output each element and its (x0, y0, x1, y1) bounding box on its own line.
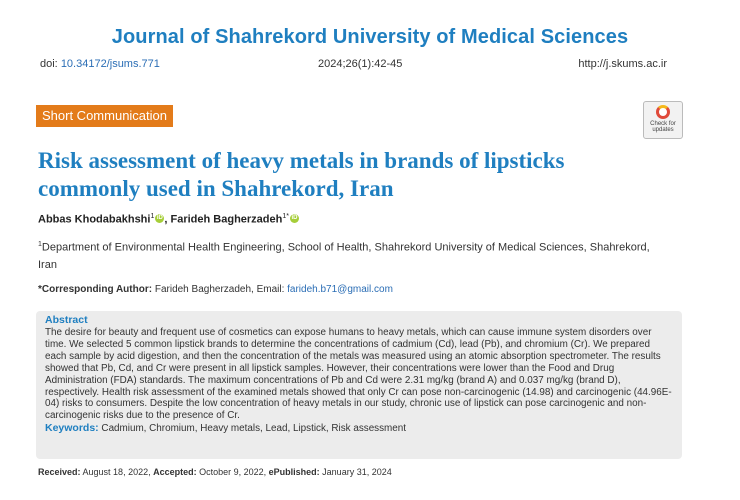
keywords-list: Cadmium, Chromium, Heavy metals, Lead, Lipstick, Risk assessment (98, 423, 407, 435)
accepted-date: October 9, 2022, (196, 467, 269, 477)
published-label: ePublished: (268, 467, 320, 477)
keywords-label: Keywords: (45, 422, 99, 435)
corresponding-label: *Corresponding Author: (38, 284, 153, 295)
journal-url-link[interactable]: http://j.skums.ac.ir (578, 58, 667, 70)
keywords (45, 422, 673, 435)
author-list (38, 213, 299, 226)
author-separator: , (164, 213, 168, 226)
author-affiliation-sup: 1 (150, 213, 155, 220)
check-for-updates-button[interactable] (643, 101, 683, 139)
section-tag: Short Communication (36, 105, 173, 127)
orcid-icon[interactable]: iD (156, 214, 163, 221)
check-badge-line2: updates (652, 127, 674, 133)
issue-info: 2024;26(1):42-45 (318, 58, 403, 70)
doi-link[interactable]: 10.34172/jsums.771 (60, 58, 160, 70)
orcid-icon[interactable]: iD (291, 214, 298, 221)
author-name: Abbas Khodabakhshi (38, 213, 151, 226)
doi-line (40, 58, 160, 70)
article-title: Risk assessment of heavy metals in brands of lipsticks commonly used in Shahrekord, Iran (38, 148, 565, 201)
published-date: January 31, 2024 (319, 467, 392, 477)
affiliation-sup: 1 (38, 241, 42, 248)
received-date: August 18, 2022, (80, 467, 154, 477)
check-badge-line1: Check for (650, 121, 676, 127)
abstract-text: The desire for beauty and frequent use of cosmetics can expose humans to heavy metals, which can cause immune system disorders over time. We selected 5 common lipstick brands to determine the concentrations of cadmium (Cd), lead (Pb), and chromium (Cr). We prepared each sample by acid digestion, and then the concentration of the metals was measured using an atomic absorption spectrometer. The results showed that Pb, Cd, and Cr were present in all lipstick samples. However, their concentrations were lower than the Food and Drug Administration (FDA) standards. The maximum concentrations of Pb and Cd were 2.31 mg/kg (brand A) and 0.037 mg/kg (brand D), respectively. Health risk assessment of the examined metals showed that only Cr can pose non-carcinogenic (14.98) and carcinogenic (44.96E-04) risks to consumers. Despite the low concentration of heavy metals in our study, chronic use of lipstick can pose carcinogenic and non-carcinogenic risks due to the presence of Cr. (45, 327, 672, 422)
corresponding-email-link[interactable]: farideh.b71@gmail.com (287, 284, 393, 295)
affiliation (38, 236, 658, 274)
doi-label: doi: (40, 58, 58, 70)
author-affiliation-sup: 1* (282, 213, 289, 220)
received-label: Received: (38, 467, 81, 477)
corresponding-name: Farideh Bagherzadeh, Email: (152, 284, 288, 295)
accepted-label: Accepted: (153, 467, 197, 477)
author-name: Farideh Bagherzadeh (170, 213, 283, 226)
abstract-box (36, 311, 682, 459)
abstract-heading: Abstract (45, 314, 88, 326)
publication-dates (38, 467, 392, 477)
check-for-updates-icon (656, 105, 670, 119)
journal-title: Journal of Shahrekord University of Medical Sciences (111, 26, 629, 48)
affiliation-text: Department of Environmental Health Engineering, School of Health, Shahrekord University of Medical Sciences, Shahrekord, Iran (38, 241, 650, 271)
corresponding-author (38, 284, 393, 295)
